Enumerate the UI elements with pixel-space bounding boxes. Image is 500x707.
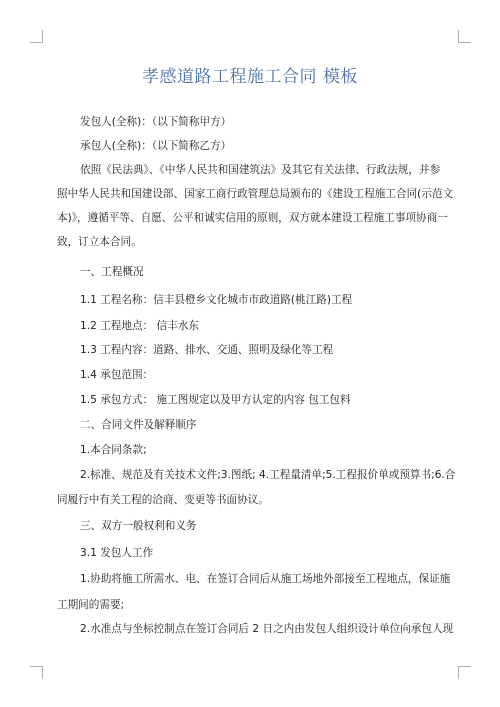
crop-mark-top-right — [458, 30, 471, 43]
crop-mark-bottom-left — [30, 666, 43, 679]
crop-mark-bottom-right — [458, 666, 471, 679]
crop-mark-top-left — [30, 30, 43, 43]
document-page: 孝感道路工程施工合同 模板 发包人(全称)：（以下简称甲方） 承包人(全称)：（以下简称乙方） 依照《民法典》、《中华人民共和国建筑法》及其它有关法律、行政法规，并参 照中华人民共和国建设部、国家工商行政管理总局颁布的《建设工程施工合同(示范文 本)》，遵循平等、自愿、公平和诚实信用的原则，双方就本建设工程施工事项协商一 致，订立本合同。 一、工程概况 1.1 工程名称：信丰县橙乡文化城市市政道路(桃江路)工程 1.2 工程地点： 信丰水东 1.3 工程内容：道路、排水、交通、照明及绿化等工程 1.4 承包范围： 1.5 承包方式： 施工图规定以及甲方认定的内容 包工包料 二、合同文件及解释顺序 1.本合同条款; 2.标准、规范及有关技术文件;3.图纸; 4.工程量清单;5.工程报价单或预算书;6.合 同履行中有关工程的洽商、变更等书面协议。 三、双方一般权利和义务 3.1 发包人工作 1.协助将施工所需水、电、在签订合同后从施工场地外部接至工程地点，保证施 工期间的需要; 2.水准点与坐标控制点在签订合同后 2 日之内由发包人组织设计单位向承包人现 — [0, 0, 500, 707]
document-title: 孝感道路工程施工合同 模板 — [142, 67, 358, 87]
